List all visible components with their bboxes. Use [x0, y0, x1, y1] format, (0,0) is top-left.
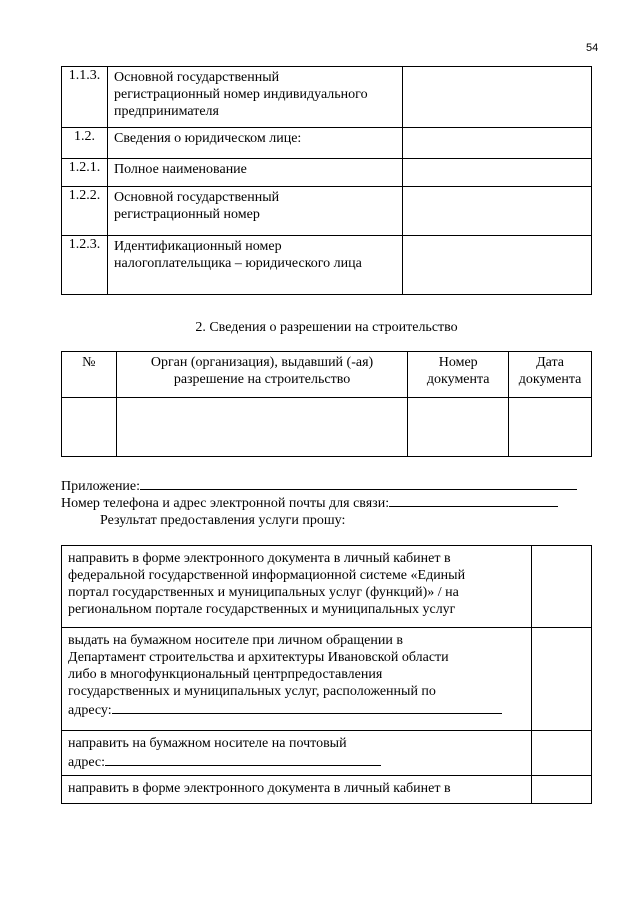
value-cell[interactable]	[403, 159, 592, 187]
option-text	[62, 731, 532, 776]
option-checkbox-cell[interactable]	[532, 628, 592, 731]
option-text	[62, 628, 532, 731]
row-text-line: Основной государственный	[114, 190, 280, 205]
permit-table	[61, 351, 592, 457]
option-text-line: направить в форме электронного документа в личный кабинет в	[68, 781, 451, 796]
applicant-info-table	[61, 66, 592, 295]
option-address-line	[68, 700, 525, 719]
row-text-line: Основной государственный	[114, 70, 280, 85]
address-label: адрес:	[68, 755, 106, 770]
option-text	[62, 776, 532, 804]
value-cell[interactable]	[403, 67, 592, 128]
row-text-line: Идентификационный номер	[114, 239, 282, 254]
option-text-line: направить на бумажном носителе на почтовый	[68, 736, 347, 751]
option-text-line: выдать на бумажном носителе при личном обращении в	[68, 633, 403, 648]
header-doc-date	[509, 352, 592, 398]
table-header-row	[62, 352, 592, 398]
option-checkbox-cell[interactable]	[532, 546, 592, 628]
row-number: 1.2.	[62, 128, 108, 159]
option-address-line	[68, 752, 525, 771]
row-number: 1.2.2.	[62, 187, 108, 236]
table-row	[62, 159, 592, 187]
option-text-line: региональном портале государственных и муниципальных услуг	[68, 602, 456, 617]
table-row	[62, 67, 592, 128]
header-text-line: Дата	[536, 355, 564, 370]
row-description	[108, 159, 403, 187]
cell-doc-number[interactable]	[408, 398, 509, 457]
header-text-line: документа	[426, 372, 490, 387]
row-number: 1.1.3.	[62, 67, 108, 128]
row-text-line: налогоплательщика – юридического лица	[114, 256, 362, 271]
page-number: 54	[586, 42, 599, 54]
option-text-line: портал государственных и муниципальных услуг (функций)» / на	[68, 585, 459, 600]
option-checkbox-cell[interactable]	[532, 776, 592, 804]
contact-line	[61, 493, 558, 512]
address-label: адресу:	[68, 703, 112, 718]
option-text-line: федеральной государственной информационной системе «Единый	[68, 568, 466, 583]
value-cell[interactable]	[403, 236, 592, 295]
address-blank[interactable]	[112, 700, 502, 714]
option-text-line: государственных и муниципальных услуг, расположенный по	[68, 684, 436, 699]
table-row	[62, 187, 592, 236]
option-text-line: направить в форме электронного документа в личный кабинет в	[68, 551, 451, 566]
cell-doc-date[interactable]	[509, 398, 592, 457]
table-row	[62, 398, 592, 457]
cell-num[interactable]	[62, 398, 117, 457]
row-description	[108, 236, 403, 295]
option-text-line: либо в многофункциональный центрпредоставления	[68, 667, 383, 682]
option-row	[62, 776, 592, 804]
contact-blank[interactable]	[389, 493, 558, 507]
option-row	[62, 731, 592, 776]
header-text-line: Орган (организация), выдавший (-ая)	[150, 355, 374, 370]
header-text-line: разрешение на строительство	[173, 372, 351, 387]
row-description	[108, 67, 403, 128]
option-checkbox-cell[interactable]	[532, 731, 592, 776]
section-title: 2. Сведения о разрешении на строительство	[195, 320, 458, 335]
row-number: 1.2.1.	[62, 159, 108, 187]
row-description	[108, 128, 403, 159]
header-organ	[116, 352, 408, 398]
row-description	[108, 187, 403, 236]
row-text-line: предпринимателя	[114, 104, 219, 119]
option-row	[62, 546, 592, 628]
value-cell[interactable]	[403, 187, 592, 236]
address-blank[interactable]	[105, 752, 381, 766]
row-number: 1.2.3.	[62, 236, 108, 295]
header-num: №	[62, 352, 117, 398]
appendix-blank[interactable]	[140, 476, 577, 490]
table-row	[62, 236, 592, 295]
option-text	[62, 546, 532, 628]
value-cell[interactable]	[403, 128, 592, 159]
delivery-options-table	[61, 545, 592, 804]
appendix-label: Приложение:	[61, 479, 141, 494]
header-text-line: документа	[518, 372, 582, 387]
result-label: Результат предоставления услуги прошу:	[100, 513, 346, 528]
row-text-line: Сведения о юридическом лице:	[114, 131, 302, 146]
header-doc-number	[408, 352, 509, 398]
row-text-line: регистрационный номер индивидуального	[114, 87, 368, 102]
row-text-line: Полное наименование	[114, 162, 247, 177]
row-text-line: регистрационный номер	[114, 207, 260, 222]
cell-organ[interactable]	[116, 398, 408, 457]
option-row	[62, 628, 592, 731]
header-text-line: Номер	[438, 355, 478, 370]
option-text-line: Департамент строительства и архитектуры Ивановской области	[68, 650, 449, 665]
table-row	[62, 128, 592, 159]
contact-label: Номер телефона и адрес электронной почты для связи:	[61, 496, 390, 511]
